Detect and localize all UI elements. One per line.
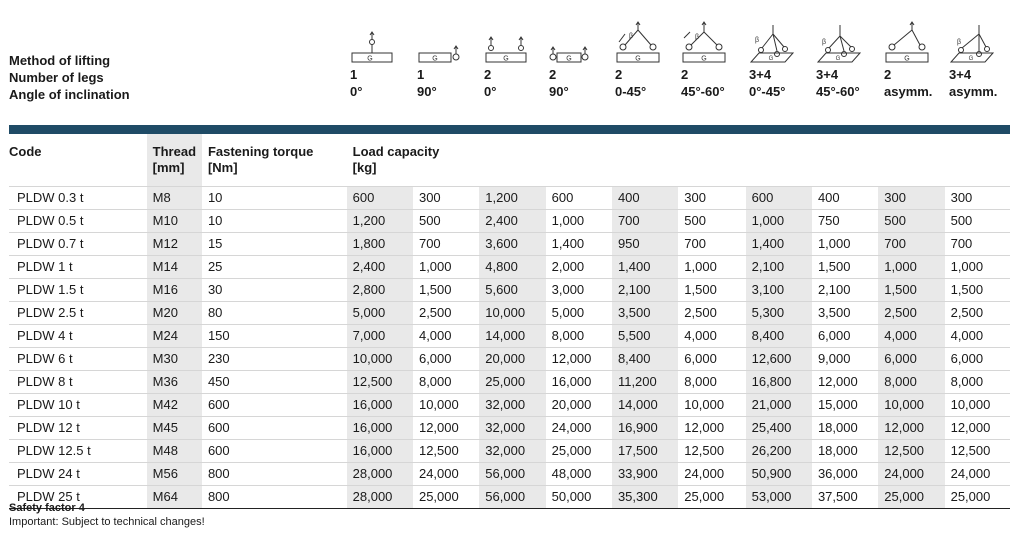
load-cell: 2,500	[945, 302, 1010, 325]
load-cell: 25,000	[546, 440, 612, 463]
load-cell: 6,000	[678, 348, 745, 371]
load-cell: 5,500	[612, 325, 678, 348]
load-cell: 950	[612, 233, 678, 256]
table-row	[9, 371, 1010, 394]
load-cell: 2,500	[878, 302, 944, 325]
angle-of-inclination-label: Angle of inclination	[9, 87, 130, 102]
load-cell: 25,400	[746, 417, 812, 440]
load-cell: 14,000	[612, 394, 678, 417]
code-cell: PLDW 0.3 t	[9, 187, 147, 210]
load-cell: 25,000	[413, 486, 479, 509]
code-cell: PLDW 25 t	[9, 486, 147, 509]
thread-cell: M36	[147, 371, 202, 394]
header-bar	[9, 125, 1010, 134]
svg-text:β: β	[822, 39, 827, 46]
torque-cell: 10	[202, 187, 347, 210]
angle-value: 0°	[350, 84, 363, 99]
load-cell: 1,000	[413, 256, 479, 279]
thread-cell: M56	[147, 463, 202, 486]
load-cell: 500	[945, 210, 1010, 233]
svg-text:β: β	[629, 33, 634, 40]
load-cell: 1,500	[945, 279, 1010, 302]
load-cell: 600	[546, 187, 612, 210]
table-row	[9, 417, 1010, 440]
load-cell: 2,100	[812, 279, 878, 302]
load-cell: 50,000	[546, 486, 612, 509]
load-cell: 1,000	[678, 256, 745, 279]
load-cell: 24,000	[878, 463, 944, 486]
load-cell: 10,000	[945, 394, 1010, 417]
technical-changes-note: Important: Subject to technical changes!	[9, 516, 205, 528]
load-cell: 18,000	[812, 440, 878, 463]
load-cell: 4,800	[479, 256, 545, 279]
load-cell: 5,000	[546, 302, 612, 325]
table-row	[9, 210, 1010, 233]
load-cell: 400	[612, 187, 678, 210]
svg-text:G: G	[968, 56, 974, 62]
load-cell: 16,000	[347, 440, 413, 463]
torque-cell: 600	[202, 417, 347, 440]
svg-text:β: β	[695, 34, 700, 41]
torque-header: Fastening torque [Nm]	[202, 134, 347, 187]
load-cell: 1,400	[546, 233, 612, 256]
load-cell: 16,000	[546, 371, 612, 394]
torque-cell: 150	[202, 325, 347, 348]
load-cell: 25,000	[678, 486, 745, 509]
load-cell: 8,000	[945, 371, 1010, 394]
load-cell: 3,100	[746, 279, 812, 302]
load-cell: 1,000	[546, 210, 612, 233]
load-cell: 1,000	[746, 210, 812, 233]
load-cell: 50,900	[746, 463, 812, 486]
load-cell: 12,000	[546, 348, 612, 371]
load-cell: 4,000	[413, 325, 479, 348]
svg-text:G: G	[835, 56, 841, 62]
load-cell: 4,000	[945, 325, 1010, 348]
torque-cell: 230	[202, 348, 347, 371]
svg-text:β: β	[755, 37, 760, 44]
svg-text:G: G	[635, 55, 641, 63]
method-column	[816, 20, 882, 100]
code-cell: PLDW 6 t	[9, 348, 147, 371]
code-cell: PLDW 0.7 t	[9, 233, 147, 256]
torque-cell: 800	[202, 463, 347, 486]
number-of-legs-label: Number of legs	[9, 70, 104, 85]
load-cell: 1,800	[347, 233, 413, 256]
load-cell: 2,400	[479, 210, 545, 233]
load-cell: 14,000	[479, 325, 545, 348]
angle-value: 90°	[417, 84, 437, 99]
load-cell: 300	[878, 187, 944, 210]
load-cell: 6,000	[812, 325, 878, 348]
load-cell: 12,500	[678, 440, 745, 463]
load-cell: 8,400	[746, 325, 812, 348]
svg-text:β: β	[957, 39, 962, 46]
legs-value: 2	[681, 67, 689, 82]
load-cell: 8,000	[546, 325, 612, 348]
load-cell: 12,000	[413, 417, 479, 440]
load-cell: 32,000	[479, 394, 545, 417]
thread-cell: M12	[147, 233, 202, 256]
load-cell: 2,500	[678, 302, 745, 325]
load-cell: 16,800	[746, 371, 812, 394]
load-cell: 21,000	[746, 394, 812, 417]
load-cell: 56,000	[479, 486, 545, 509]
load-cell: 8,000	[678, 371, 745, 394]
load-cell: 10,000	[678, 394, 745, 417]
load-cell: 700	[945, 233, 1010, 256]
load-cell: 1,200	[347, 210, 413, 233]
legs-value: 1	[350, 67, 358, 82]
thread-cell: M8	[147, 187, 202, 210]
table-row	[9, 325, 1010, 348]
svg-text:G: G	[367, 55, 373, 63]
footer-notes	[9, 501, 205, 529]
load-cell: 12,000	[945, 417, 1010, 440]
load-cell: 2,000	[546, 256, 612, 279]
load-cell: 2,100	[746, 256, 812, 279]
load-cell: 20,000	[479, 348, 545, 371]
table-row	[9, 348, 1010, 371]
load-cell: 15,000	[812, 394, 878, 417]
two-leg-steep-lift-icon	[681, 20, 747, 66]
load-cell: 5,300	[746, 302, 812, 325]
load-cell: 500	[678, 210, 745, 233]
method-column	[417, 20, 483, 100]
load-cell: 12,500	[945, 440, 1010, 463]
load-cell: 1,500	[812, 256, 878, 279]
multi-leg-asymmetric-lift-icon	[949, 20, 1013, 66]
torque-cell: 15	[202, 233, 347, 256]
load-cell: 25,000	[945, 486, 1010, 509]
load-cell: 1,500	[413, 279, 479, 302]
two-leg-asymmetric-lift-icon	[884, 20, 950, 66]
load-capacity-table	[9, 134, 1010, 509]
load-cell: 16,000	[347, 394, 413, 417]
load-cell: 4,000	[878, 325, 944, 348]
legs-value: 3+4	[816, 67, 839, 82]
method-column	[681, 20, 747, 100]
load-cell: 24,000	[678, 463, 745, 486]
load-cell: 28,000	[347, 486, 413, 509]
svg-text:G: G	[503, 55, 509, 63]
method-row-labels	[9, 52, 130, 103]
load-cell: 500	[878, 210, 944, 233]
torque-cell: 10	[202, 210, 347, 233]
load-cell: 1,000	[945, 256, 1010, 279]
code-cell: PLDW 8 t	[9, 371, 147, 394]
thread-header: Thread [mm]	[147, 134, 202, 187]
code-cell: PLDW 24 t	[9, 463, 147, 486]
legs-value: 2	[615, 67, 623, 82]
svg-text:G: G	[566, 55, 572, 63]
load-cell: 700	[878, 233, 944, 256]
torque-cell: 30	[202, 279, 347, 302]
load-cell: 1,400	[612, 256, 678, 279]
code-cell: PLDW 1 t	[9, 256, 147, 279]
angle-value: 90°	[549, 84, 569, 99]
code-cell: PLDW 12.5 t	[9, 440, 147, 463]
angle-value: 45°-60°	[681, 84, 725, 99]
load-cell: 5,600	[479, 279, 545, 302]
load-cell: 32,000	[479, 417, 545, 440]
angle-value: 0-45°	[615, 84, 647, 99]
table-row	[9, 302, 1010, 325]
thread-cell: M16	[147, 279, 202, 302]
code-cell: PLDW 1.5 t	[9, 279, 147, 302]
torque-cell: 600	[202, 440, 347, 463]
load-cell: 7,000	[347, 325, 413, 348]
thread-cell: M20	[147, 302, 202, 325]
torque-cell: 25	[202, 256, 347, 279]
load-cell: 12,600	[746, 348, 812, 371]
table-row	[9, 187, 1010, 210]
lifting-method-block	[9, 0, 1010, 115]
method-of-lifting-label: Method of lifting	[9, 53, 111, 68]
load-cell: 10,000	[413, 394, 479, 417]
load-cell: 1,500	[878, 279, 944, 302]
load-cell: 3,000	[546, 279, 612, 302]
code-header: Code	[9, 134, 147, 187]
load-cell: 35,300	[612, 486, 678, 509]
code-cell: PLDW 10 t	[9, 394, 147, 417]
two-side-lift-icon	[549, 20, 615, 66]
load-cell: 700	[678, 233, 745, 256]
legs-value: 2	[884, 67, 892, 82]
load-cell: 300	[945, 187, 1010, 210]
load-cell: 600	[746, 187, 812, 210]
load-cell: 48,000	[546, 463, 612, 486]
load-cell: 1,400	[746, 233, 812, 256]
torque-cell: 800	[202, 486, 347, 509]
load-cell: 24,000	[945, 463, 1010, 486]
two-leg-angled-lift-icon	[615, 20, 681, 66]
single-vertical-lift-icon	[350, 20, 416, 66]
load-cell: 1,000	[878, 256, 944, 279]
code-cell: PLDW 2.5 t	[9, 302, 147, 325]
legs-value: 3+4	[749, 67, 772, 82]
angle-value: 0°-45°	[749, 84, 786, 99]
load-cell: 700	[612, 210, 678, 233]
table-row	[9, 463, 1010, 486]
code-cell: PLDW 12 t	[9, 417, 147, 440]
load-cell: 6,000	[878, 348, 944, 371]
load-cell: 6,000	[945, 348, 1010, 371]
load-cell: 37,500	[812, 486, 878, 509]
method-column	[549, 20, 615, 100]
load-cell: 25,000	[878, 486, 944, 509]
table-row	[9, 440, 1010, 463]
angle-value: asymm.	[884, 84, 933, 99]
load-cell: 10,000	[479, 302, 545, 325]
load-cell: 700	[413, 233, 479, 256]
load-cell: 1,000	[812, 233, 878, 256]
method-column	[749, 20, 815, 100]
load-cell: 300	[413, 187, 479, 210]
load-cell: 1,200	[479, 187, 545, 210]
load-cell: 12,000	[878, 417, 944, 440]
method-column	[484, 20, 550, 100]
table-row	[9, 256, 1010, 279]
load-cell: 300	[678, 187, 745, 210]
thread-cell: M42	[147, 394, 202, 417]
legs-value: 2	[484, 67, 492, 82]
load-cell: 56,000	[479, 463, 545, 486]
code-cell: PLDW 0.5 t	[9, 210, 147, 233]
thread-cell: M48	[147, 440, 202, 463]
load-cell: 10,000	[878, 394, 944, 417]
load-cell: 20,000	[546, 394, 612, 417]
load-cell: 4,000	[678, 325, 745, 348]
load-cell: 25,000	[479, 371, 545, 394]
load-cell: 12,500	[878, 440, 944, 463]
table-row	[9, 279, 1010, 302]
load-cell: 53,000	[746, 486, 812, 509]
load-cell: 11,200	[612, 371, 678, 394]
load-cell: 2,800	[347, 279, 413, 302]
load-cell: 17,500	[612, 440, 678, 463]
thread-cell: M10	[147, 210, 202, 233]
torque-cell: 80	[202, 302, 347, 325]
load-cell: 9,000	[812, 348, 878, 371]
table-header-row	[9, 134, 1010, 187]
load-cell: 36,000	[812, 463, 878, 486]
load-cell: 12,000	[812, 371, 878, 394]
table-row	[9, 394, 1010, 417]
legs-value: 1	[417, 67, 425, 82]
method-column	[350, 20, 416, 100]
thread-cell: M45	[147, 417, 202, 440]
load-cell: 16,900	[612, 417, 678, 440]
method-column	[949, 20, 1013, 100]
method-column	[884, 20, 950, 100]
load-cell: 12,000	[678, 417, 745, 440]
load-cell: 26,200	[746, 440, 812, 463]
svg-text:G: G	[904, 55, 910, 63]
load-cell: 2,400	[347, 256, 413, 279]
legs-value: 2	[549, 67, 557, 82]
thread-cell: M64	[147, 486, 202, 509]
table-row	[9, 233, 1010, 256]
load-cell: 750	[812, 210, 878, 233]
load-cell: 8,400	[612, 348, 678, 371]
method-column	[615, 20, 681, 100]
single-side-lift-icon	[417, 20, 483, 66]
load-capacity-header: Load capacity [kg]	[347, 134, 1010, 187]
load-cell: 32,000	[479, 440, 545, 463]
svg-text:G: G	[432, 55, 438, 63]
angle-value: 0°	[484, 84, 497, 99]
multi-leg-lift-icon	[749, 20, 815, 66]
load-cell: 3,500	[812, 302, 878, 325]
multi-leg-steep-lift-icon	[816, 20, 882, 66]
load-cell: 3,600	[479, 233, 545, 256]
load-cell: 33,900	[612, 463, 678, 486]
torque-cell: 450	[202, 371, 347, 394]
load-cell: 16,000	[347, 417, 413, 440]
load-cell: 6,000	[413, 348, 479, 371]
thread-cell: M30	[147, 348, 202, 371]
svg-text:G: G	[701, 55, 707, 63]
angle-value: asymm.	[949, 84, 998, 99]
load-cell: 8,000	[413, 371, 479, 394]
load-cell: 500	[413, 210, 479, 233]
load-cell: 600	[347, 187, 413, 210]
load-cell: 400	[812, 187, 878, 210]
load-cell: 12,500	[347, 371, 413, 394]
thread-cell: M14	[147, 256, 202, 279]
code-cell: PLDW 4 t	[9, 325, 147, 348]
load-cell: 3,500	[612, 302, 678, 325]
angle-value: 45°-60°	[816, 84, 860, 99]
load-cell: 5,000	[347, 302, 413, 325]
load-cell: 24,000	[413, 463, 479, 486]
legs-value: 3+4	[949, 67, 972, 82]
load-cell: 18,000	[812, 417, 878, 440]
load-cell: 1,500	[678, 279, 745, 302]
torque-cell: 600	[202, 394, 347, 417]
load-cell: 24,000	[546, 417, 612, 440]
load-cell: 12,500	[413, 440, 479, 463]
load-cell: 28,000	[347, 463, 413, 486]
two-vertical-lift-icon	[484, 20, 550, 66]
svg-text:G: G	[768, 56, 774, 62]
load-cell: 2,500	[413, 302, 479, 325]
thread-cell: M24	[147, 325, 202, 348]
load-cell: 8,000	[878, 371, 944, 394]
load-cell: 2,100	[612, 279, 678, 302]
load-cell: 10,000	[347, 348, 413, 371]
safety-factor-note: Safety factor 4	[9, 502, 85, 514]
